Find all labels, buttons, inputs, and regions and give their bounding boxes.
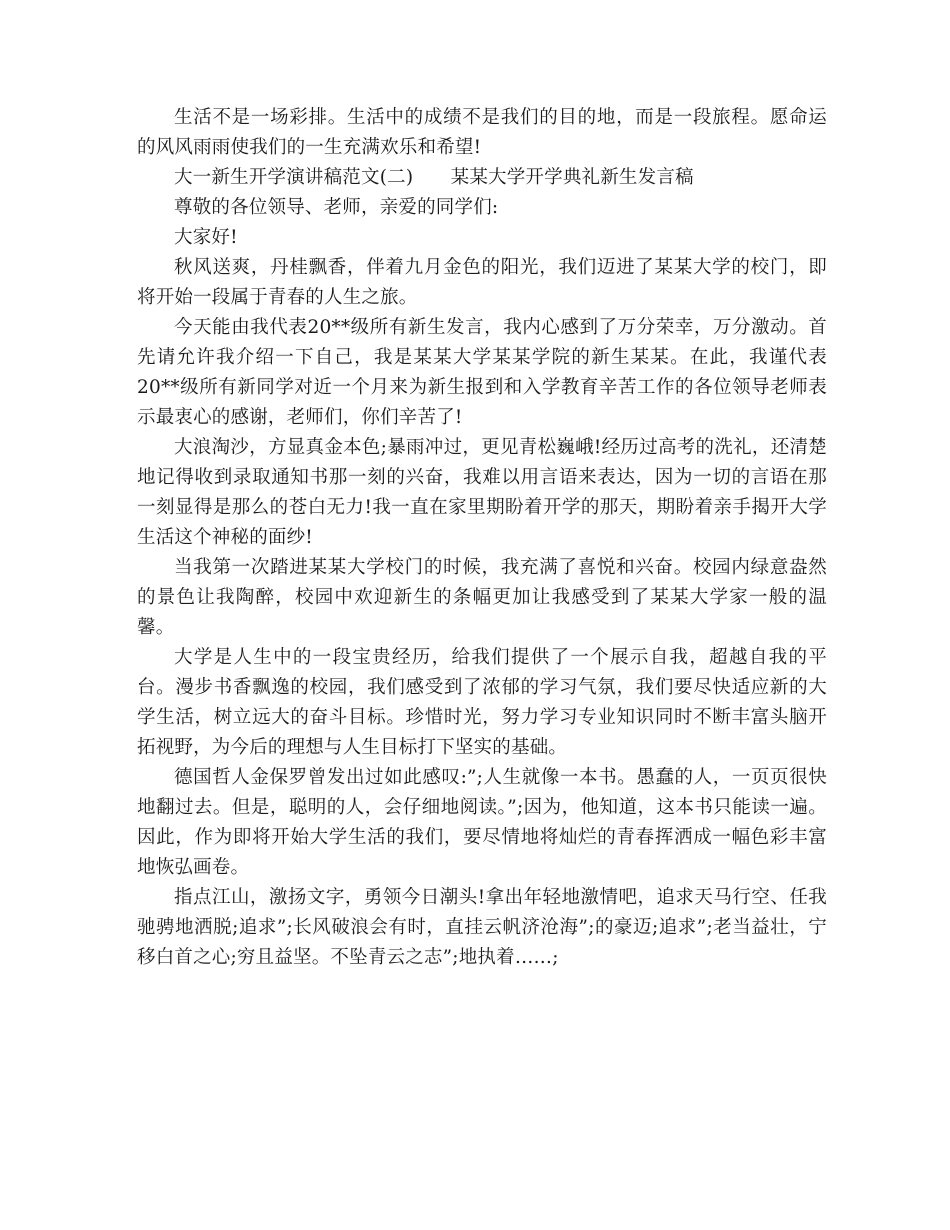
- paragraph-first-day: 当我第一次踏进某某大学校门的时候，我充满了喜悦和兴奋。校园内绿意盎然的景色让我陶醉，校园中欢迎新生的条幅更加让我感受到了某某大学家一般的温馨。: [137, 557, 827, 638]
- salutation: 尊敬的各位领导、老师，亲爱的同学们:: [174, 197, 499, 218]
- paragraph-introduction: 今天能由我代表20**级所有新生发言，我内心感到了万分荣幸，万分激动。首先请允许我介绍一下自己，我是某某大学某某学院的新生某某。在此，我谨代表20**级所有新同学对近一个月来为新生报到和入学教育辛苦工作的各位领导老师表示最衷心的感谢，老师们，你们辛苦了!: [137, 317, 827, 428]
- paragraph-university-life: 大学是人生中的一段宝贵经历，给我们提供了一个展示自我，超越自我的平台。漫步书香飘逸的校园，我们感受到了浓郁的学习气氛，我们要尽快适应新的大学生活，树立远大的奋斗目标。珍惜时光，努力学习专业知识同时不断丰富头脑开拓视野，为今后的理想与人生目标打下坚实的基础。: [137, 647, 827, 758]
- section-heading: 大一新生开学演讲稿范文(二) 某某大学开学典礼新生发言稿: [174, 167, 694, 188]
- paragraph-closing-wish: 生活不是一场彩排。生活中的成绩不是我们的目的地，而是一段旅程。愿命运的风风雨雨使我们的一生充满欢乐和希望!: [137, 107, 827, 158]
- paragraph-quote: 德国哲人金保罗曾发出过如此感叹:”;人生就像一本书。愚蠢的人，一页页很快地翻过去。但是，聪明的人，会仔细地阅读。”;因为，他知道，这本书只能读一遍。因此，作为即将开始大学生活的我们，要尽情地将灿烂的青春挥洒成一幅色彩丰富地恢弘画卷。: [137, 767, 827, 878]
- paragraph-autumn: 秋风送爽，丹桂飘香，伴着九月金色的阳光，我们迈进了某某大学的校门，即将开始一段属于青春的人生之旅。: [137, 257, 827, 308]
- greeting: 大家好!: [174, 227, 238, 248]
- paragraph-exam-memory: 大浪淘沙，方显真金本色;暴雨冲过，更见青松巍峨!经历过高考的洗礼，还清楚地记得收到录取通知书那一刻的兴奋，我难以用言语来表达，因为一切的言语在那一刻显得是那么的苍白无力!我一直在家里期盼着开学的那天，期盼着亲手揭开大学生活这个神秘的面纱!: [137, 437, 827, 548]
- paragraph-ambition: 指点江山，激扬文字，勇领今日潮头!拿出年轻地激情吧，追求天马行空、任我驰骋地洒脱;追求”;长风破浪会有时，直挂云帆济沧海”;的豪迈;追求”;老当益壮，宁移白首之心;穷且益坚。不坠青云之志”;地执着……;: [137, 887, 827, 968]
- document-body: [137, 103, 827, 973]
